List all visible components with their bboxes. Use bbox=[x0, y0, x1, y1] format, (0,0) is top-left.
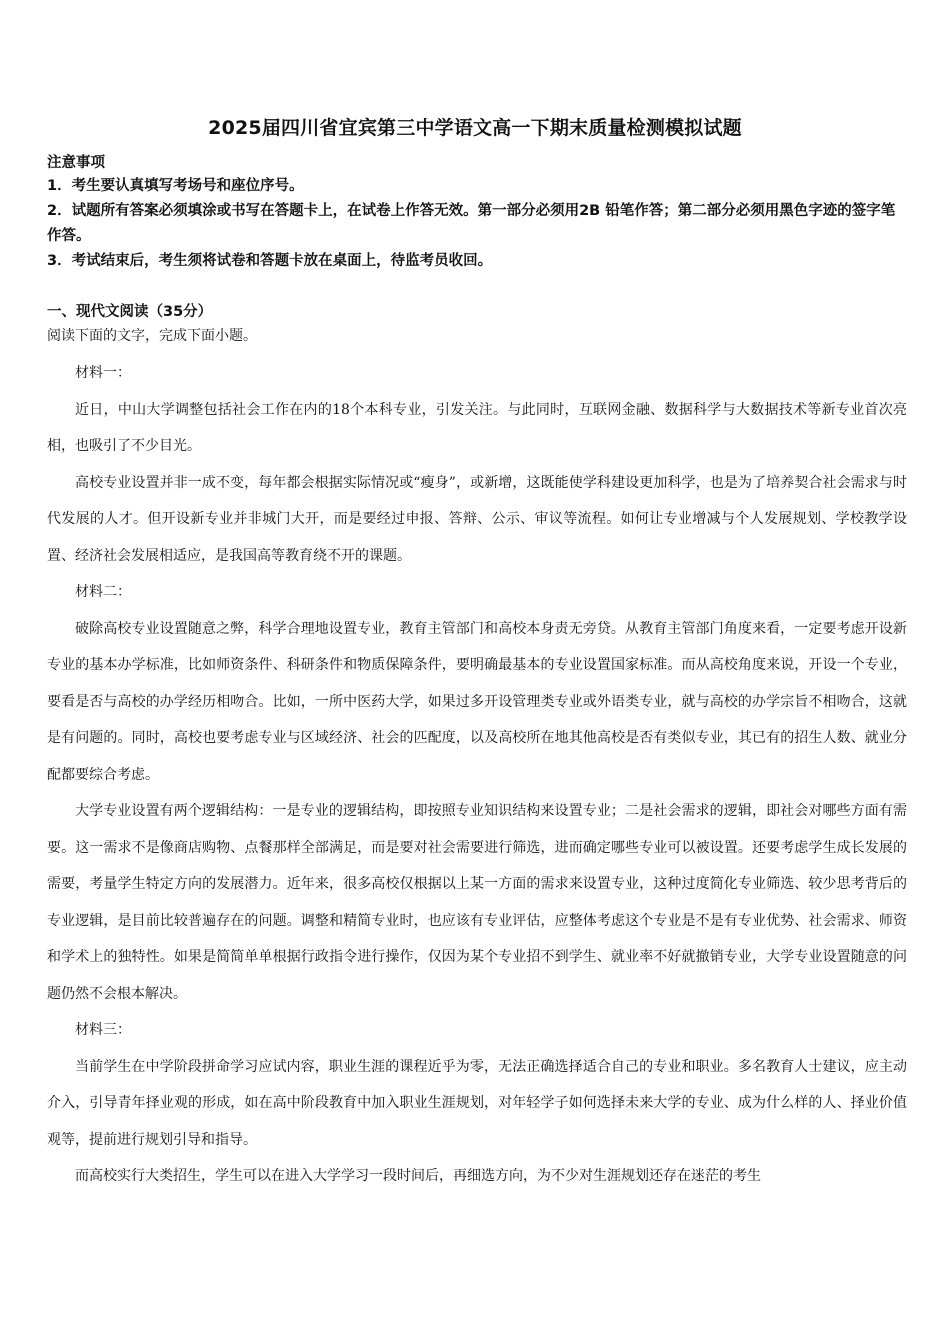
paragraph: 高校专业设置并非一成不变，每年都会根据实际情况或“瘦身”，或新增，这既能使学科建设更加科学，也是为了培养契合社会需求与时代发展的人才。但开设新专业并非城门大开，而是要经过申报、答辩、公示、审议等流程。如何让专业增减与个人发展规划、学校教学设置、经济社会发展相适应，是我国高等教育绕不开的课题。 bbox=[47, 474, 907, 564]
material-label: 材料一： bbox=[75, 365, 131, 381]
material-label: 材料二： bbox=[75, 584, 131, 600]
document-title: 2025届四川省宜宾第三中学语文高一下期末质量检测模拟试题 bbox=[208, 117, 742, 139]
notice-item: 2．试题所有答案必须填涂或书写在答题卡上，在试卷上作答无效。第一部分必须用2B 铅笔作答；第二部分必须用黑色字迹的签字笔作答。 bbox=[47, 203, 896, 244]
material-label: 材料三： bbox=[75, 1022, 131, 1038]
section-instruction: 阅读下面的文字，完成下面小题。 bbox=[47, 328, 257, 344]
paragraph: 破除高校专业设置随意之弊，科学合理地设置专业，教育主管部门和高校本身责无旁贷。从教育主管部门角度来看，一定要考虑开设新专业的基本办学标准，比如师资条件、科研条件和物质保障条件，要明确最基本的专业设置国家标准。而从高校角度来说，开设一个专业，要看是否与高校的办学经历相吻合。比如，一所中医药大学，如果过多开设管理类专业或外语类专业，就与高校的办学宗旨不相吻合，这就是有问题的。同时，高校也要考虑专业与区域经济、社会的匹配度，以及高校所在地其他高校是否有类似专业，其已有的招生人数、就业分配都要综合考虑。 bbox=[47, 620, 907, 783]
section-heading: 一、现代文阅读（35分） bbox=[47, 304, 213, 320]
paragraph: 近日，中山大学调整包括社会工作在内的18个本科专业，引发关注。与此同时，互联网金融、数据科学与大数据技术等新专业首次亮相，也吸引了不少目光。 bbox=[47, 401, 907, 454]
notice-heading: 注意事项 bbox=[47, 155, 105, 171]
reading-passage bbox=[47, 355, 907, 1195]
notice-list bbox=[47, 174, 907, 274]
paragraph: 大学专业设置有两个逻辑结构：一是专业的逻辑结构，即按照专业知识结构来设置专业；二是社会需求的逻辑，即社会对哪些方面有需要。这一需求不是像商店购物、点餐那样全部满足，而是要对社会需要进行筛选，进而确定哪些专业可以被设置。还要考虑学生成长发展的需要，考量学生特定方向的发展潜力。近年来，很多高校仅根据以上某一方面的需求来设置专业，这种过度简化专业筛选、较少思考背后的专业逻辑，是目前比较普遍存在的问题。调整和精简专业时，也应该有专业评估，应整体考虑这个专业是不是有专业优势、社会需求、师资和学术上的独特性。如果是简简单单根据行政指令进行操作，仅因为某个专业招不到学生、就业率不好就撤销专业，大学专业设置随意的问题仍然不会根本解决。 bbox=[47, 803, 907, 1002]
notice-item: 3．考试结束后，考生须将试卷和答题卡放在桌面上，待监考员收回。 bbox=[47, 253, 493, 269]
paragraph: 而高校实行大类招生，学生可以在进入大学学习一段时间后，再细选方向，为不少对生涯规划还存在迷茫的考生 bbox=[75, 1168, 761, 1184]
paragraph: 当前学生在中学阶段拼命学习应试内容，职业生涯的课程近乎为零，无法正确选择适合自己的专业和职业。多名教育人士建议，应主动介入，引导青年择业观的形成，如在高中阶段教育中加入职业生涯规划，对年轻学子如何选择未来大学的专业、成为什么样的人、择业价值观等，提前进行规划引导和指导。 bbox=[47, 1058, 907, 1148]
notice-item: 1．考生要认真填写考场号和座位序号。 bbox=[47, 178, 304, 194]
